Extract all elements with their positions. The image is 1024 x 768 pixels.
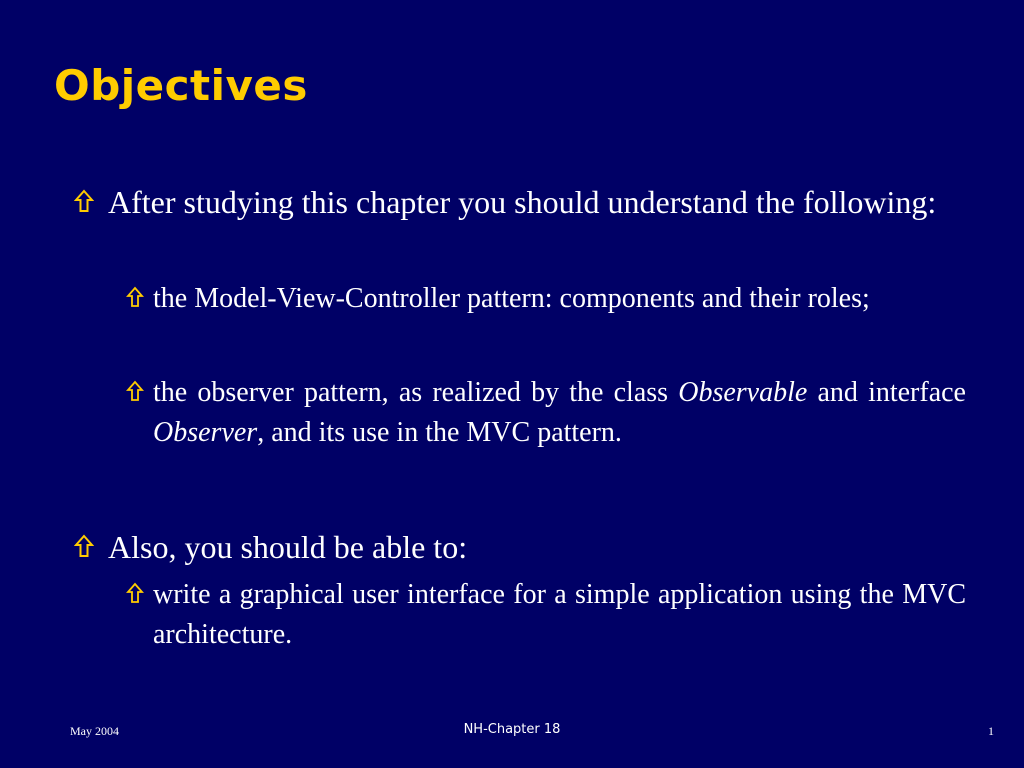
footer-page-number: 1 bbox=[988, 724, 994, 738]
text-run: the observer pattern, as realized by the class bbox=[153, 377, 679, 408]
hollow-up-arrow-icon bbox=[74, 189, 94, 213]
interface-name-observer: Observer bbox=[153, 417, 258, 448]
hollow-up-arrow-icon bbox=[74, 534, 94, 558]
text-run: , and its use in the MVC pattern. bbox=[257, 417, 622, 448]
hollow-up-arrow-icon bbox=[126, 286, 144, 308]
bullet-understand: After studying this chapter you should understand the following: bbox=[108, 184, 937, 220]
hollow-up-arrow-icon bbox=[126, 380, 144, 402]
footer-chapter: NH-Chapter 18 bbox=[463, 722, 561, 737]
slide-title: Objectives bbox=[54, 61, 308, 110]
hollow-up-arrow-icon bbox=[126, 582, 144, 604]
class-name-observable: Observable bbox=[678, 377, 808, 408]
sub-bullet-observer-pattern bbox=[153, 373, 966, 453]
sub-bullet-mvc-roles: the Model-View-Controller pattern: components and their roles; bbox=[153, 283, 870, 314]
text-run: and interface bbox=[807, 377, 966, 408]
sub-bullet-gui-mvc: write a graphical user interface for a simple application using the MVC architecture. bbox=[153, 579, 966, 650]
bullet-able-to: Also, you should be able to: bbox=[108, 529, 468, 565]
footer-date: May 2004 bbox=[70, 724, 119, 738]
